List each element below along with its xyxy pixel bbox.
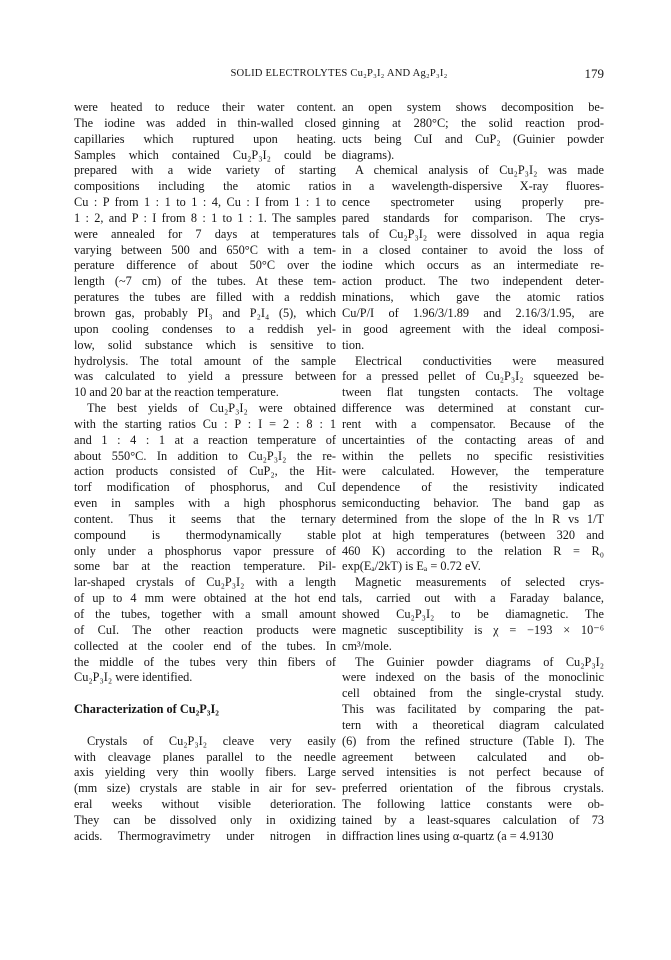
text-line: cm³/mole. <box>342 638 392 653</box>
text-line: uncertainties of the contacting areas of and <box>342 432 604 447</box>
text-line: with cleavage planes parallel to the needle <box>74 749 336 764</box>
text-line: tion. <box>342 337 365 352</box>
text-line: A chemical analysis of Cu₂P₃I₂ was made <box>355 163 604 178</box>
text-line: about 550°C. In addition to Cu₂P₃I₂ the re- <box>74 448 336 463</box>
text-line: 10 and 20 bar at the reaction temperature. <box>74 385 279 400</box>
text-line: were heated to reduce their water content. <box>74 100 336 114</box>
spacer <box>74 718 336 734</box>
text-line: were calculated. However, the temperature <box>342 464 604 479</box>
text-line: in a wavelength-dispersive X-ray fluores- <box>342 179 604 194</box>
text-line: some bar at the reaction temperature. Pil- <box>74 559 336 574</box>
text-line: collected at the cooler end of the tubes. In <box>74 638 336 653</box>
text-line: semiconducting behavior. The band gap as <box>342 496 604 511</box>
text-line: plot at high temperatures (between 320 and <box>342 527 604 542</box>
text-line: served intensities is not perfect because of <box>342 765 604 780</box>
text-line: of the tubes, together with a small amount <box>74 607 336 621</box>
text-line: the middle of the tubes very thin fibers of <box>74 654 336 669</box>
text-line: were indexed on the basis of the monoclinic <box>342 670 604 685</box>
text-line: lar-shaped crystals of Cu₂P₃I₂ with a length <box>74 575 336 590</box>
text-line: eral weeks without visible deterioration. <box>74 797 336 812</box>
text-line: determined from the slope of the ln R vs 1/T <box>342 511 604 526</box>
text-line: hydrolysis. The total amount of the sample <box>74 353 336 368</box>
text-line: iodine which occurs as an intermediate re- <box>342 258 604 273</box>
text-line: tained by a least-squares calculation of 73 <box>342 812 604 827</box>
text-line: length (~7 cm) of the tubes. At these tem- <box>74 274 336 289</box>
text-line: exp(Eₐ/2kT) is Eₐ = 0.72 eV. <box>342 559 481 574</box>
spacer <box>74 686 336 702</box>
text-line: Cu₂P₃I₂ were identified. <box>74 670 193 685</box>
text-line: Electrical conductivities were measured <box>355 353 604 368</box>
text-line: Magnetic measurements of selected crys- <box>355 575 604 590</box>
text-line: tween flat tungsten contacts. The voltage <box>342 385 604 400</box>
text-line: diffraction lines using α-quartz (a = 4.9130 <box>342 828 554 843</box>
text-line: compound is thermodynamically stable <box>74 527 336 542</box>
text-line: pared standards for comparison. The crys- <box>342 210 604 225</box>
running-title: SOLID ELECTROLYTES Cu₂P₃I₂ AND Ag₂P₃I₂ <box>230 68 448 79</box>
text-line: an open system shows decomposition be- <box>342 100 604 114</box>
text-line: diagrams). <box>342 147 395 162</box>
text-line: peratures the tubes are filled with a reddish <box>74 290 336 305</box>
text-line: Cu : P from 1 : 1 to 1 : 4, Cu : I from 1 : 1 to <box>74 195 336 210</box>
text-line: prepared with a wide variety of starting <box>74 163 336 178</box>
text-line: 460 K) according to the relation R = R₀ <box>342 543 604 558</box>
text-line: cence spectrometer using properly pre- <box>342 195 604 210</box>
text-line: tern with a theoretical diagram calculated <box>342 717 604 732</box>
text-line: The iodine was added in thin-walled closed <box>74 115 336 130</box>
text-line: capillaries which ruptured upon heating. <box>74 131 336 146</box>
text-line: (6) from the refined structure (Table I). The <box>342 733 604 748</box>
text-line: The Guinier powder diagrams of Cu₂P₃I₂ <box>355 654 604 669</box>
right-text-column <box>342 100 604 845</box>
text-line: agreement between calculated and ob- <box>342 749 604 764</box>
text-line: (mm size) crystals are stable in air for sev- <box>74 781 336 796</box>
running-header <box>74 66 604 82</box>
text-line: The following lattice constants were ob- <box>342 797 604 812</box>
text-line: 1 : 2, and P : I from 8 : 1 to 1 : 1. The samples <box>74 210 336 225</box>
text-line: They can be dissolved only in oxidizing <box>74 812 336 827</box>
text-line: The best yields of Cu₂P₃I₂ were obtained <box>87 401 336 416</box>
text-line: of CuI. The other reaction products were <box>74 622 336 637</box>
text-line: for a pressed pellet of Cu₂P₃I₂ squeezed be- <box>342 369 604 384</box>
text-line: and 1 : 4 : 1 at a reaction temperature of <box>74 432 336 447</box>
text-line: Cu/P/I of 1.96/3/1.89 and 2.16/3/1.95, are <box>342 305 604 320</box>
text-line: cell obtained from the single-crystal study. <box>342 686 604 701</box>
text-line: showed Cu₂P₃I₂ to be diamagnetic. The <box>342 607 604 621</box>
text-line: ginning at 280°C; the solid reaction prod- <box>342 115 604 130</box>
text-line: minations, which gave the atomic ratios <box>342 290 604 305</box>
text-line: axis yielding very thin woolly fibers. Large <box>74 765 336 780</box>
text-line: action product. The two independent deter- <box>342 274 604 289</box>
text-line: of up to 4 mm were obtained at the hot end <box>74 591 336 606</box>
text-line: dependence of the resistivity indicated <box>342 480 604 495</box>
text-line: perature difference of about 50°C over the <box>74 258 336 273</box>
text-line: only under a phosphorus vapor pressure of <box>74 543 336 558</box>
text-line: in good agreement with the ideal composi- <box>342 321 604 336</box>
text-line: preferred orientation of the fibrous crystals. <box>342 781 604 796</box>
text-line: rent with a compensator. Because of the <box>342 416 604 431</box>
text-line: ucts being CuI and CuP₂ (Guinier powder <box>342 131 604 146</box>
text-line: acids. Thermogravimetry under nitrogen in <box>74 828 336 843</box>
text-line: in a closed container to avoid the loss of <box>342 242 604 257</box>
text-line: with the starting ratios Cu : P : I = 2 : 8 : 1 <box>74 416 336 431</box>
text-line: difference was determined at constant cur- <box>342 401 604 416</box>
text-line: This was facilitated by comparing the pat- <box>342 702 604 717</box>
text-line: torf modification of phosphorus, and CuI <box>74 480 336 495</box>
text-line: tals, carried out with a Faraday balance, <box>342 591 604 606</box>
text-line: tals of Cu₂P₃I₂ were dissolved in aqua regia <box>342 226 604 241</box>
text-line: brown gas, probably PI₃ and P₂I₄ (5), which <box>74 305 336 320</box>
text-line: was calculated to yield a pressure between <box>74 369 336 384</box>
text-line: content. Thus it seems that the ternary <box>74 511 336 526</box>
left-text-column <box>74 100 336 845</box>
text-line: Samples which contained Cu₂P₃I₂ could be <box>74 147 336 162</box>
section-heading: Characterization of Cu₂P₃I₂ <box>74 702 219 717</box>
text-line: magnetic susceptibility is χ = −193 × 10⁻⁶ <box>342 622 604 637</box>
text-line: low, solid substance which is sensitive to <box>74 337 336 352</box>
text-line: action products consisted of CuP₂, the Hit- <box>74 464 336 479</box>
text-line: varying between 500 and 650°C with a tem- <box>74 242 336 257</box>
page-number: 179 <box>584 66 604 81</box>
text-line: within the pellets no specific resistivities <box>342 448 604 463</box>
text-line: compositions including the atomic ratios <box>74 179 336 194</box>
text-line: were annealed for 7 days at temperatures <box>74 226 336 241</box>
text-line: even in samples with a high phosphorus <box>74 496 336 511</box>
text-line: upon cooling condenses to a reddish yel- <box>74 321 336 336</box>
text-line: Crystals of Cu₂P₃I₂ cleave very easily <box>87 733 336 748</box>
